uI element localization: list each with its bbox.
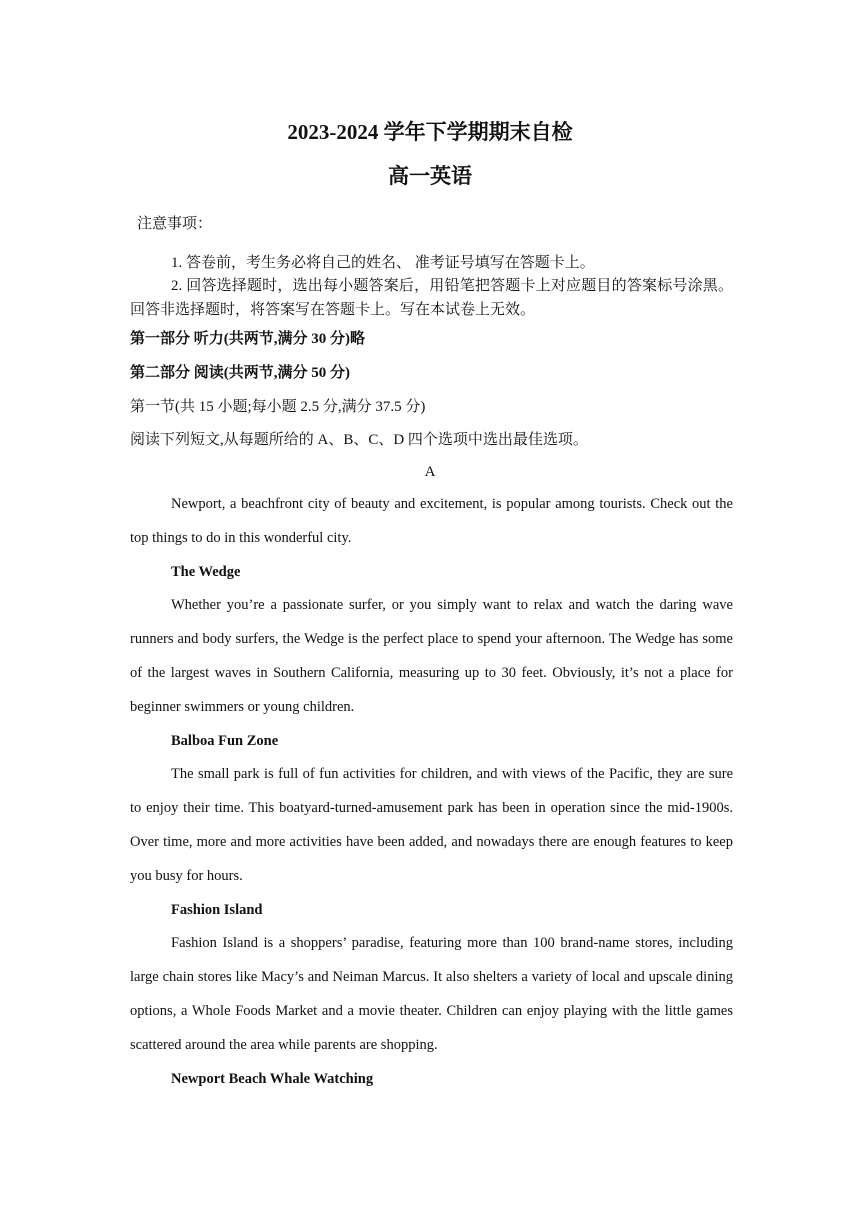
section1-heading: 第一节(共 15 小题;每小题 2.5 分,满分 37.5 分) [130,399,426,415]
balboa-paragraph: The small park is full of fun activities for children, and with views of the Pacific, they are sure to enjoy their time. This boatyard-turned-amusement park has been in operation since the mid-1900s. Over time, more and more activities have been added, and nowadays there are enough features to keep you busy for hours. [130,766,733,884]
fashion-heading: Fashion Island [171,902,263,918]
balboa-heading: Balboa Fun Zone [171,733,279,749]
passage-label: A [424,464,436,480]
wedge-paragraph: Whether you’re a passionate surfer, or you simply want to relax and watch the daring wave runners and body surfers, the Wedge is the perfect place to spend your afternoon. The Wedge has some of the largest waves in Southern California, measuring up to 30 feet. Obviously, it’s not a place for beginner swimmers or young children. [130,597,733,715]
exam-title: 2023-2024 学年下学期期末自检 [287,120,573,144]
notice-item-2: 2. 回答选择题时，选出每小题答案后，用铅笔把答题卡上对应题目的答案标号涂黑。回答非选择题时，将答案写在答题卡上。写在本试卷上无效。 [130,278,733,318]
whale-heading: Newport Beach Whale Watching [171,1071,374,1087]
wedge-heading: The Wedge [171,564,241,580]
part1-heading: 第一部分 听力(共两节,满分 30 分)略 [130,331,365,347]
notice-item-1: 1. 答卷前，考生务必将自己的姓名、 准考证号填写在答题卡上。 [171,255,595,271]
passage-intro: Newport, a beachfront city of beauty and excitement, is popular among tourists. Check out the top things to do in this wonderful city. [130,496,733,546]
part2-heading: 第二部分 阅读(共两节,满分 50 分) [130,365,350,381]
reading-instruction: 阅读下列短文,从每题所给的 A、B、C、D 四个选项中选出最佳选项。 [130,432,588,448]
fashion-paragraph: Fashion Island is a shoppers’ paradise, featuring more than 100 brand-name stores, including large chain stores like Macy’s and Neiman Marcus. It also shelters a variety of local and upscale dining options, a Whole Foods Market and a movie theater. Children can enjoy playing with the little games scattered around the area while parents are shopping. [130,935,733,1053]
notice-label: 注意事项： [137,216,213,232]
subject-title: 高一英语 [388,164,472,188]
